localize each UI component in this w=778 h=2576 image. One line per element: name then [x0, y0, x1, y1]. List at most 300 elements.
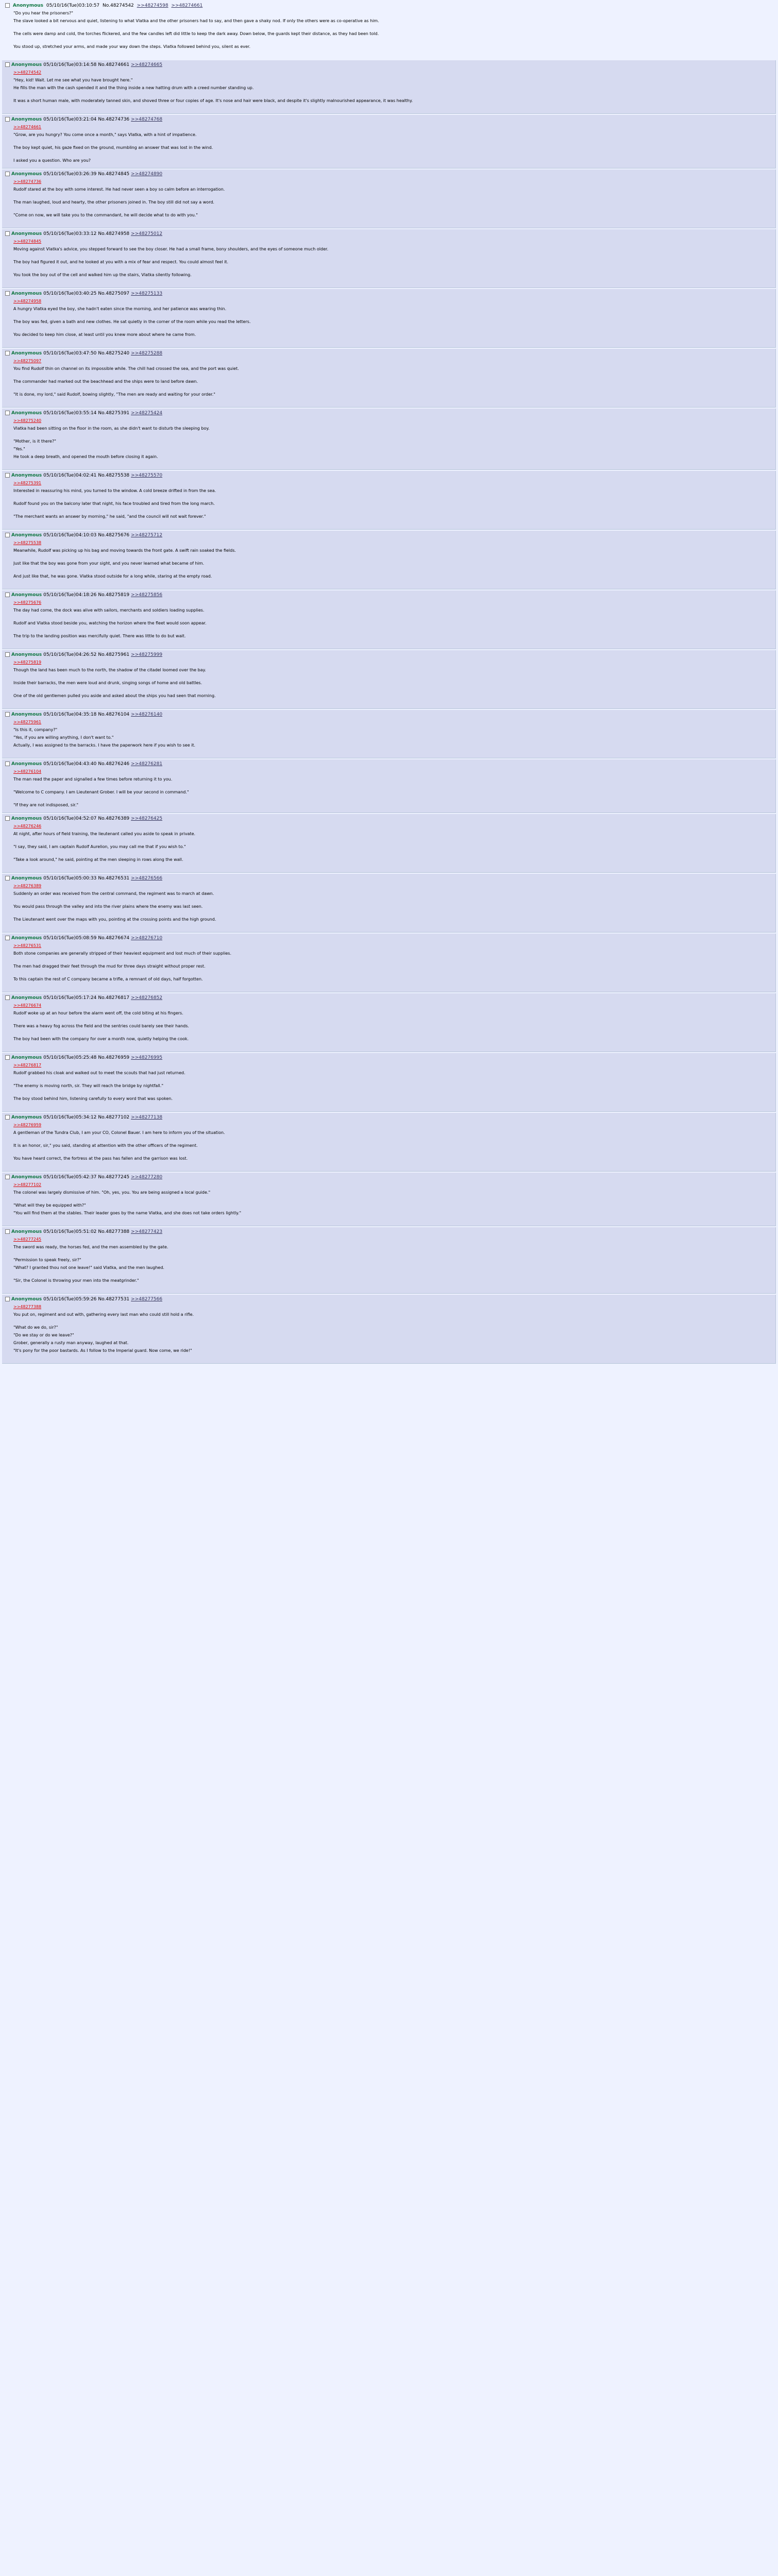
quote-link[interactable]: >>48277102 [13, 1182, 42, 1187]
backlink[interactable]: >>48275288 [131, 351, 163, 356]
poster-name: Anonymous [11, 473, 42, 478]
post-checkbox[interactable] [5, 1115, 10, 1120]
post-paragraph: "The enemy is moving north, sir. They will reach the bridge by nightfall." [13, 1083, 163, 1088]
post-body [13, 418, 772, 465]
reply-post [2, 590, 776, 649]
post-checkbox[interactable] [5, 533, 10, 537]
poster-name: Anonymous [11, 411, 42, 416]
backlink[interactable]: >>48274890 [131, 172, 163, 177]
backlink[interactable]: >>48276281 [131, 761, 163, 767]
post-checkbox[interactable] [5, 3, 10, 8]
post-header [5, 116, 772, 123]
poster-name: Anonymous [11, 231, 42, 236]
backlink[interactable]: >>48274661 [171, 3, 203, 8]
post-date: 05/10/16(Tue)04:52:07 [43, 816, 97, 821]
post-body [13, 720, 772, 753]
reply-post [2, 471, 776, 530]
post-date: 05/10/16(Tue)03:14:58 [43, 62, 97, 67]
post-number-link[interactable]: No.48277102 [98, 1115, 130, 1120]
reply-post [2, 1173, 776, 1226]
quote-paragraph [13, 1182, 772, 1188]
backlink[interactable]: >>48276710 [131, 936, 163, 941]
post-body [13, 481, 772, 524]
reply-list [0, 60, 778, 1364]
post-checkbox[interactable] [5, 936, 10, 940]
post-header [5, 995, 772, 1001]
post-date: 05/10/16(Tue)03:26:39 [43, 172, 97, 177]
quote-link[interactable]: >>48274958 [13, 299, 42, 303]
quote-paragraph [13, 299, 772, 304]
poster-name: Anonymous [11, 172, 42, 177]
post-body [13, 943, 772, 987]
post-body [13, 1123, 772, 1166]
post-number-link[interactable]: No.48277531 [98, 1297, 130, 1302]
post-checkbox[interactable] [5, 816, 10, 821]
post-date: 05/10/16(Tue)05:08:59 [43, 936, 97, 941]
post-body [13, 179, 772, 223]
post-date: 05/10/16(Tue)04:43:40 [43, 761, 97, 767]
post-paragraph: The men had dragged their feet through the mud for three days straight without proper rest. [13, 964, 206, 969]
quote-link[interactable]: >>48276104 [13, 769, 42, 774]
post-checkbox[interactable] [5, 1229, 10, 1234]
post-date: 05/10/16(Tue)05:25:48 [43, 1055, 97, 1060]
backlink[interactable]: >>48274665 [131, 62, 163, 67]
post-paragraph: The boy had figured it out, and he looked at you with a mix of fear and respect. You could almost feel it. [13, 260, 228, 264]
post-checkbox[interactable] [5, 62, 10, 67]
post-number-link[interactable]: No.48277388 [98, 1229, 130, 1234]
quote-link[interactable]: >>48277388 [13, 1304, 42, 1309]
quote-paragraph [13, 70, 772, 75]
post-paragraph: "Grow, are you hungry? You come once a month," says Vlatka, with a hint of impatience. [13, 132, 197, 137]
post-paragraph: You find Rudolf thin on channel on its impossible while. The chill had crossed the sea, and the port was quiet. [13, 366, 239, 371]
backlink[interactable]: >>48275133 [131, 291, 163, 296]
post-paragraph: Interested in reassuring his mind, you turned to the window. A cold breeze drifted in from the sea. [13, 488, 216, 493]
quote-link[interactable]: >>48274542 [13, 70, 42, 75]
poster-name: Anonymous [11, 1175, 42, 1180]
post-body [13, 11, 773, 55]
post-checkbox[interactable] [5, 473, 10, 478]
post-date: 05/10/16(Tue)04:26:52 [43, 652, 97, 657]
quote-link[interactable]: >>48276674 [13, 1003, 42, 1008]
post-header [5, 350, 772, 357]
backlink[interactable]: >>48275570 [131, 473, 163, 478]
post-number-link[interactable]: No.48274661 [98, 62, 130, 67]
post-checkbox[interactable] [5, 592, 10, 597]
post-header [5, 171, 772, 177]
quote-link[interactable]: >>48275961 [13, 720, 42, 724]
post-header [5, 532, 772, 538]
post-checkbox[interactable] [5, 1297, 10, 1301]
post-header [5, 1114, 772, 1121]
post-header [5, 935, 772, 941]
post-paragraph: Rudolf grabbed his cloak and walked out to meet the scouts that had just returned. [13, 1071, 185, 1075]
post-body [13, 600, 772, 644]
post-body [13, 1182, 772, 1221]
post-checkbox[interactable] [5, 172, 10, 176]
post-number-link[interactable]: No.48275240 [98, 351, 130, 356]
quote-paragraph [13, 125, 772, 130]
poster-name: Anonymous [11, 876, 42, 881]
post-body [13, 299, 772, 343]
post-body [13, 884, 772, 927]
post-paragraph: "What do we do, sir?" [13, 1325, 58, 1330]
post-paragraph: "I say, they said, I am captain Rudolf Aurelion, you may call me that if you wish to." [13, 844, 186, 849]
reply-post [2, 759, 776, 813]
post-number-link[interactable]: No.48274845 [98, 172, 130, 177]
post-paragraph: Though the land has been much to the north, the shadow of the citadel loomed over the bay. [13, 668, 206, 672]
reply-post [2, 650, 776, 709]
post-number-link[interactable]: No.48274542 [103, 3, 134, 8]
post-date: 05/10/16(Tue)05:42:37 [43, 1175, 97, 1180]
post-number-link[interactable]: No.48275961 [98, 652, 130, 657]
quote-link[interactable]: >>48276389 [13, 884, 42, 888]
post-paragraph: "Do you hear the prisoners?" [13, 11, 73, 15]
post-body [13, 1304, 772, 1359]
post-paragraph: A hungry Vlatka eyed the boy, she hadn't eaten since the morning, and her patience was wearing thin. [13, 307, 227, 311]
quote-paragraph [13, 1063, 772, 1068]
post-date: 05/10/16(Tue)05:59:26 [43, 1297, 97, 1302]
post-paragraph: "If they are not indisposed, sir." [13, 803, 79, 807]
post-paragraph: You would pass through the valley and into the river plains where the enemy was last seen. [13, 904, 203, 909]
post-paragraph: You stood up, stretched your arms, and made your way down the steps. Vlatka followed behind you, silent as ever. [13, 44, 250, 49]
post-checkbox[interactable] [5, 117, 10, 122]
post-checkbox[interactable] [5, 712, 10, 717]
poster-name: Anonymous [11, 117, 42, 122]
reply-post [2, 1053, 776, 1112]
post-paragraph: The trip to the landing position was mercifully quiet. There was little to do but wait. [13, 634, 186, 638]
post-header [5, 1174, 772, 1180]
quote-paragraph [13, 359, 772, 364]
poster-name: Anonymous [11, 816, 42, 821]
quote-paragraph [13, 418, 772, 423]
backlink[interactable]: >>48277423 [131, 1229, 163, 1234]
post-number-link[interactable]: No.48274958 [98, 231, 130, 236]
post-header [5, 3, 773, 9]
post-body [13, 359, 772, 402]
reply-post [2, 710, 776, 758]
post-paragraph: Both stone companies are generally stripped of their heaviest equipment and lost much of their supplies. [13, 951, 231, 956]
reply-post [2, 409, 776, 470]
post-paragraph: He fills the man with the cash spended it and the thing inside a new hatting drum with a creed number standing up. [13, 86, 254, 90]
backlink[interactable]: >>48275999 [131, 652, 163, 657]
post-paragraph: Meanwhile, Rudolf was picking up his bag and moving towards the front gate. A swift rain soaked the fields. [13, 548, 236, 553]
post-paragraph: "Hey, kid! Wait. Let me see what you have brought here." [13, 78, 133, 82]
post-header [5, 410, 772, 416]
post-paragraph: The cells were damp and cold, the torches flickered, and the few candles left did little to keep the dark away. Down below, the guards kept their distance, as they had been told. [13, 31, 379, 36]
reply-post [2, 531, 776, 589]
post-paragraph: It is an honor, sir," you said, standing at attention with the other officers of the regiment. [13, 1143, 198, 1148]
post-paragraph: "Take a look around," he said, pointing at the men sleeping in rows along the wall. [13, 857, 183, 862]
quote-paragraph [13, 1237, 772, 1242]
quote-paragraph [13, 1003, 772, 1008]
post-date: 05/10/16(Tue)04:02:41 [43, 473, 97, 478]
post-number-link[interactable]: No.48275097 [98, 291, 130, 296]
post-paragraph: Rudolf found you on the balcony later that night, his face troubled and tired from the long march. [13, 501, 215, 506]
post-paragraph: Rudolf and Vlatka stood beside you, watching the horizon where the fleet would soon appear. [13, 621, 207, 625]
post-paragraph: Just like that the boy was gone from your sight, and you never learned what became of him. [13, 561, 205, 566]
quote-paragraph [13, 943, 772, 948]
post-paragraph: And just like that, he was gone. Vlatka stood outside for a long while, staring at the empty road. [13, 574, 212, 579]
post-date: 05/10/16(Tue)03:40:25 [43, 291, 97, 296]
post-paragraph: Moving against Vlatka's advice, you stepped forward to see the boy closer. He had a small frame, bony shoulders, and the eyes of someone much older. [13, 247, 329, 251]
post-paragraph: He took a deep breath, and opened the mouth before closing it again. [13, 454, 158, 459]
quote-paragraph [13, 540, 772, 546]
post-checkbox[interactable] [5, 411, 10, 415]
backlink[interactable]: >>48276425 [131, 816, 163, 821]
quote-paragraph [13, 600, 772, 605]
post-paragraph: The man read the paper and signalled a few times before returning it to you. [13, 777, 173, 782]
post-body [13, 824, 772, 868]
post-body [13, 239, 772, 283]
post-number-link[interactable]: No.48276389 [98, 816, 130, 821]
post-paragraph: The boy was fed, given a bath and new clothes. He sat quietly in the corner of the room while you read the letters. [13, 319, 251, 324]
post-number-link[interactable]: No.48275819 [98, 592, 130, 598]
quote-link[interactable]: >>48276531 [13, 943, 42, 948]
backlink[interactable]: >>48276852 [131, 995, 163, 1001]
poster-name: Anonymous [11, 1055, 42, 1060]
post-checkbox[interactable] [5, 761, 10, 766]
post-paragraph: The commander had marked out the beachhead and the ships were to land before dawn. [13, 379, 198, 384]
poster-name: Anonymous [11, 936, 42, 941]
reply-post [2, 60, 776, 114]
post-paragraph: "Sir, the Colonel is throwing your men into the meatgrinder." [13, 1278, 139, 1283]
post-body [13, 125, 772, 163]
quote-link[interactable]: >>48275240 [13, 418, 42, 423]
post-paragraph: The boy kept quiet, his gaze fixed on the ground, mumbling an answer that was lost in the wind. [13, 145, 213, 150]
post-date: 05/10/16(Tue)03:47:50 [43, 351, 97, 356]
poster-name: Anonymous [11, 533, 42, 538]
backlink[interactable]: >>48274598 [137, 3, 168, 8]
post-paragraph: "Welcome to C company. I am Lieutenant Grober. I will be your second in command." [13, 790, 189, 794]
poster-name: Anonymous [11, 1115, 42, 1120]
post-date: 05/10/16(Tue)03:33:12 [43, 231, 97, 236]
post-date: 05/10/16(Tue)03:21:04 [43, 117, 97, 122]
post-body [13, 540, 772, 584]
post-header [5, 231, 772, 237]
reply-post [2, 349, 776, 408]
poster-name: Anonymous [11, 712, 42, 717]
quote-link[interactable]: >>48276817 [13, 1063, 42, 1067]
post-paragraph: A gentleman of the Tundra Club, I am your CO, Colonel Bauer. I am here to inform you of the situation. [13, 1130, 225, 1135]
post-date: 05/10/16(Tue)05:17:24 [43, 995, 97, 1001]
reply-post [2, 1295, 776, 1364]
post-paragraph: "Yes." [13, 447, 25, 451]
post-checkbox[interactable] [5, 1055, 10, 1060]
reply-post [2, 814, 776, 873]
post-date: 05/10/16(Tue)04:35:18 [43, 712, 97, 717]
post-paragraph: Vlatka had been sitting on the floor in the room, as she didn't want to disturb the sleeping boy. [13, 426, 210, 431]
post-paragraph: Suddenly an order was received from the central command, the regiment was to march at dawn. [13, 891, 214, 896]
post-date: 05/10/16(Tue)03:55:14 [43, 411, 97, 416]
post-header [5, 291, 772, 297]
post-paragraph: "It is done, my lord," said Rudolf, bowing slightly, "The men are ready and waiting for your order." [13, 392, 215, 397]
post-body [13, 1063, 772, 1107]
post-header [5, 652, 772, 658]
post-paragraph: It was a short human male, with moderately tanned skin, and shoved three or four copies of age. It's nose and hair were black, and despite it's slightly malnourished appearance, it was healthy. [13, 98, 413, 103]
backlink[interactable]: >>48277138 [131, 1115, 163, 1120]
quote-paragraph [13, 179, 772, 184]
post-checkbox[interactable] [5, 291, 10, 296]
post-header [5, 761, 772, 767]
post-paragraph: The slave looked a bit nervous and quiet, listening to what Vlatka and the other prisoners had to say, and then gave a shaky nod. If only the others were as co-operative as him. [13, 19, 379, 23]
post-body [13, 1003, 772, 1047]
quote-link[interactable]: >>48276959 [13, 1123, 42, 1127]
post-number-link[interactable]: No.48276104 [98, 712, 130, 717]
backlink[interactable]: >>48277280 [131, 1175, 163, 1180]
post-checkbox[interactable] [5, 995, 10, 1000]
post-paragraph: The boy stood behind him, listening carefully to every word that was spoken. [13, 1096, 173, 1101]
quote-paragraph [13, 1304, 772, 1310]
post-paragraph: The man laughed, loud and hearty, the other prisoners joined in. The boy still did not say a word. [13, 200, 214, 205]
post-paragraph: "What will they be equipped with?" [13, 1203, 86, 1208]
poster-name: Anonymous [11, 1297, 42, 1302]
quote-link[interactable]: >>48275097 [13, 359, 42, 363]
post-body [13, 660, 772, 704]
post-paragraph: "Is this it, company?" [13, 727, 58, 732]
post-paragraph: The boy had been with the company for over a month now, quietly helping the cook. [13, 1037, 189, 1041]
post-paragraph: The day had come, the dock was alive with sailors, merchants and soldiers loading supplies. [13, 608, 205, 613]
post-checkbox[interactable] [5, 652, 10, 657]
quote-link[interactable]: >>48274845 [13, 239, 42, 244]
post-date: 05/10/16(Tue)05:34:12 [43, 1115, 97, 1120]
poster-name: Anonymous [11, 761, 42, 767]
quote-paragraph [13, 769, 772, 774]
poster-name: Anonymous [12, 3, 44, 8]
reply-post [2, 1227, 776, 1294]
post-header [5, 875, 772, 882]
post-paragraph: "It's pony for the poor bastards. As I follow to the Imperial guard. Now come, we ride!" [13, 1348, 192, 1353]
backlink[interactable]: >>48276140 [131, 712, 163, 717]
backlink[interactable]: >>48277566 [131, 1297, 163, 1302]
post-number-link[interactable]: No.48276531 [98, 876, 130, 881]
post-header [5, 472, 772, 479]
post-date: 05/10/16(Tue)05:00:33 [43, 876, 97, 881]
post-paragraph: "Do we stay or do we leave?" [13, 1333, 74, 1337]
quote-paragraph [13, 1123, 772, 1128]
reply-post [2, 993, 776, 1052]
post-paragraph: I asked you a question. Who are you? [13, 158, 91, 163]
post-paragraph: "The merchant wants an answer by morning," he said, "and the council will not wait forever." [13, 514, 206, 519]
poster-name: Anonymous [11, 1229, 42, 1234]
backlink[interactable]: >>48275856 [131, 592, 163, 598]
post-header [5, 1055, 772, 1061]
post-paragraph: "Come on now, we will take you to the commandant, he will decide what to do with you." [13, 213, 198, 217]
post-checkbox[interactable] [5, 1175, 10, 1179]
quote-link[interactable]: >>48275391 [13, 481, 42, 485]
backlink[interactable]: >>48276995 [131, 1055, 163, 1060]
reply-post [2, 934, 776, 992]
post-paragraph: Rudolf woke up at an hour before the alarm went off, the cold biting at his fingers. [13, 1011, 183, 1015]
post-paragraph: There was a heavy fog across the field and the sentries could barely see their hands. [13, 1024, 189, 1028]
poster-name: Anonymous [11, 592, 42, 598]
post-date: 05/10/16(Tue)05:51:02 [43, 1229, 97, 1234]
post-paragraph: "Mother, is it there?" [13, 439, 56, 444]
post-header [5, 62, 772, 68]
post-header [5, 711, 772, 718]
post-paragraph: The Lieutenant went over the maps with you, pointing at the crossing points and the high ground. [13, 917, 216, 922]
post-date: 05/10/16(Tue)03:10:57 [46, 3, 100, 8]
backlink[interactable]: >>48275424 [131, 411, 163, 416]
reply-post [2, 229, 776, 288]
post-paragraph: "Permission to speak freely, sir?" [13, 1258, 81, 1262]
post-header [5, 1229, 772, 1235]
post-checkbox[interactable] [5, 351, 10, 355]
post-paragraph: "Yes, if you are willing anything, I don't want to." [13, 735, 114, 740]
quote-paragraph [13, 824, 772, 829]
poster-name: Anonymous [11, 351, 42, 356]
post-paragraph: To this captain the rest of C company became a trifle, a remnant of old days, half forgotten. [13, 977, 203, 981]
post-paragraph: You have heard correct, the fortress at the pass has fallen and the garrison was lost. [13, 1156, 188, 1161]
reply-post [2, 874, 776, 933]
poster-name: Anonymous [11, 291, 42, 296]
post-paragraph: At night, after hours of field training, the lieutenant called you aside to speak in private. [13, 832, 196, 836]
post-header [5, 816, 772, 822]
post-paragraph: You put on, regiment and out with, gathering every last man who could still hold a rifle. [13, 1312, 194, 1317]
post-paragraph: "You will find them at the stables. Their leader goes by the name Vlatka, and she does not take orders lightly." [13, 1211, 241, 1215]
post-number-link[interactable]: No.48275391 [98, 411, 130, 416]
post-number-link[interactable]: No.48276959 [98, 1055, 130, 1060]
post-paragraph: Grober, generally a rusty man anyway, laughed at that. [13, 1341, 129, 1345]
poster-name: Anonymous [11, 652, 42, 657]
quote-link[interactable]: >>48274661 [13, 125, 42, 129]
post-body [13, 769, 772, 808]
post-number-link[interactable]: No.48277245 [98, 1175, 130, 1180]
post-checkbox[interactable] [5, 876, 10, 880]
quote-paragraph [13, 239, 772, 244]
post-date: 05/10/16(Tue)04:10:03 [43, 533, 97, 538]
post-paragraph: You took the boy out of the cell and walked him up the stairs, Vlatka silently following. [13, 273, 192, 277]
backlink[interactable]: >>48275012 [131, 231, 163, 236]
post-paragraph: "What? I granted thou not one leave!" said Vlatka, and the men laughed. [13, 1265, 164, 1270]
post-header [5, 1296, 772, 1302]
quote-link[interactable]: >>48277245 [13, 1237, 42, 1242]
post-number-link[interactable]: No.48276817 [98, 995, 130, 1001]
quote-paragraph [13, 481, 772, 486]
quote-link[interactable]: >>48275819 [13, 660, 42, 665]
post-body [13, 1237, 772, 1289]
op-post [2, 1, 776, 59]
quote-link[interactable]: >>48275538 [13, 540, 42, 545]
post-number-link[interactable]: No.48275538 [98, 473, 130, 478]
post-checkbox[interactable] [5, 231, 10, 236]
quote-link[interactable]: >>48276246 [13, 824, 42, 828]
post-body [13, 70, 772, 109]
post-paragraph: Inside their barracks, the men were loud and drunk, singing songs of home and old battles. [13, 681, 202, 685]
post-paragraph: One of the old gentlemen pulled you aside and asked about the ships you had seen that morning. [13, 693, 216, 698]
quote-paragraph [13, 720, 772, 725]
poster-name: Anonymous [11, 995, 42, 1001]
reply-post [2, 1113, 776, 1172]
post-number-link[interactable]: No.48276246 [98, 761, 130, 767]
post-number-link[interactable]: No.48276674 [98, 936, 130, 941]
quote-link[interactable]: >>48275676 [13, 600, 42, 605]
post-number-link[interactable]: No.48274736 [98, 117, 130, 122]
quote-link[interactable]: >>48274736 [13, 179, 42, 184]
post-paragraph: You decided to keep him close, at least until you knew more about where he came from. [13, 332, 196, 337]
backlink[interactable]: >>48274768 [131, 117, 163, 122]
backlink[interactable]: >>48275712 [131, 533, 163, 538]
post-header [5, 592, 772, 598]
post-paragraph: The sword was ready, the horses fed, and the men assembled by the gate. [13, 1245, 168, 1249]
poster-name: Anonymous [11, 62, 42, 67]
post-paragraph: Rudolf stared at the boy with some interest. He had never seen a boy so calm before an interrogation. [13, 187, 225, 192]
reply-post [2, 289, 776, 348]
reply-post [2, 115, 776, 168]
post-number-link[interactable]: No.48275676 [98, 533, 130, 538]
reply-post [2, 170, 776, 228]
backlink[interactable]: >>48276566 [131, 876, 163, 881]
quote-paragraph [13, 660, 772, 665]
